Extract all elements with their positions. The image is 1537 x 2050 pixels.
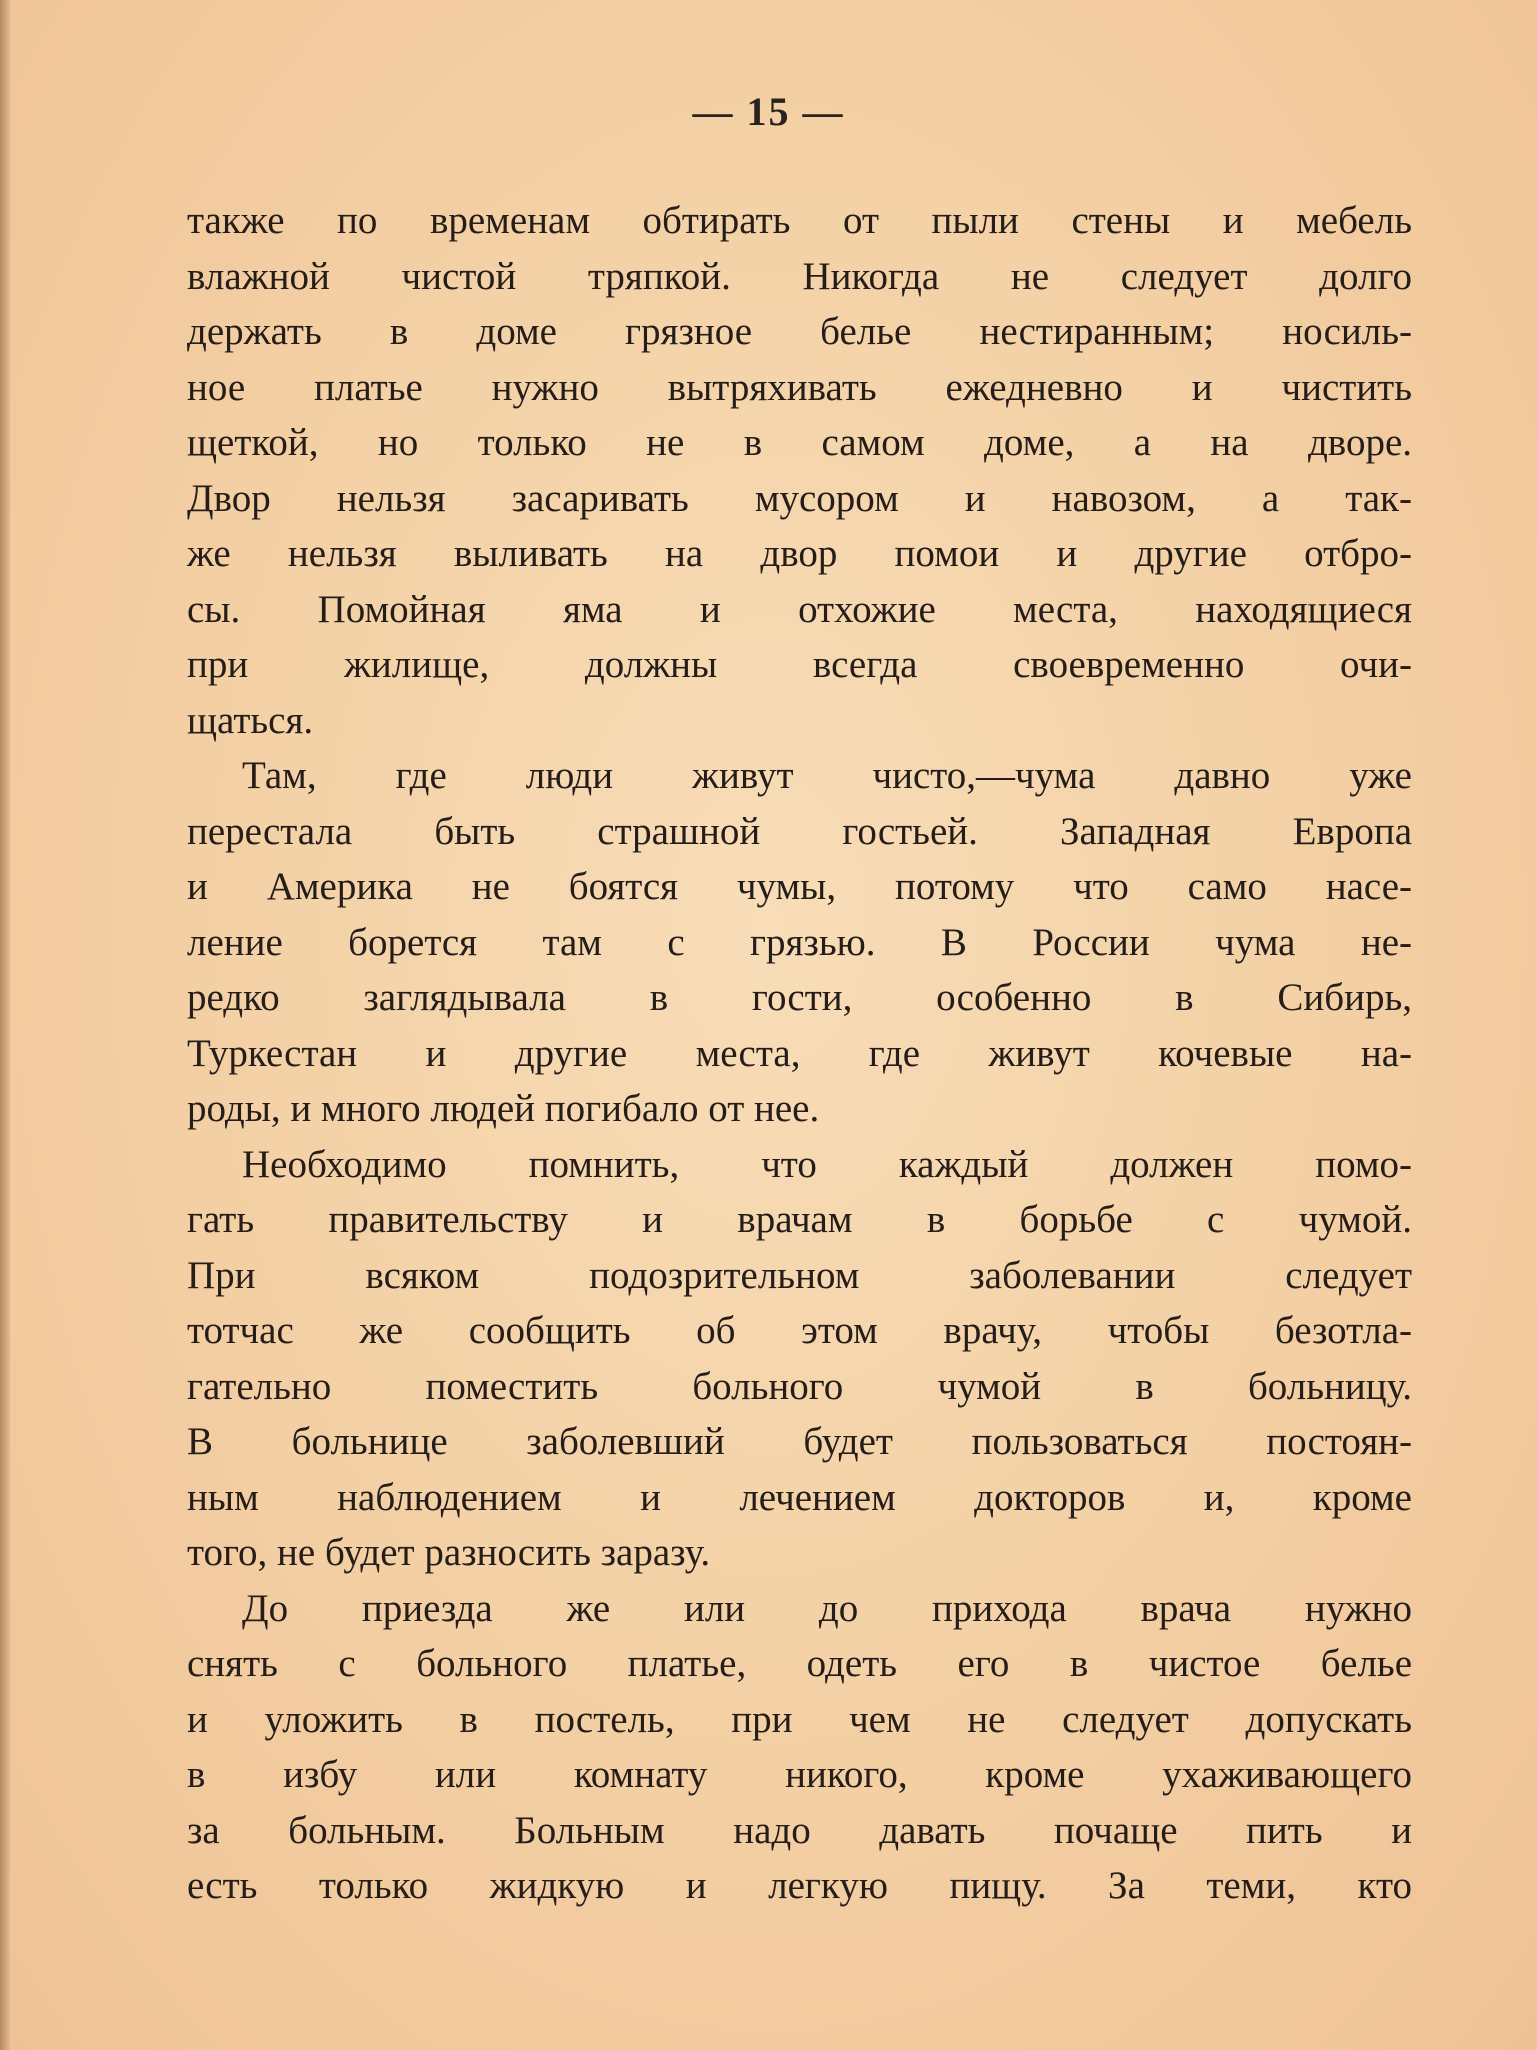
- text-line: гать правительству и врачам в борьбе с чумой.: [187, 1198, 1412, 1241]
- paragraph-4: [187, 1581, 1412, 1914]
- text-line: в избу или комнату никого, кроме ухаживающего: [187, 1753, 1412, 1796]
- text-line: ным наблюдением и лечением докторов и, кроме: [187, 1475, 1412, 1519]
- page-number: — 15 —: [692, 89, 845, 134]
- text-line: же нельзя выливать на двор помои и другие отбро-: [187, 532, 1412, 575]
- text-line: Туркестан и другие места, где живут кочевые на-: [187, 1031, 1412, 1075]
- text-line: сы. Помойная яма и отхожие места, находящиеся: [187, 587, 1412, 631]
- text-line: щеткой, но только не в самом доме, а на дворе.: [187, 421, 1412, 464]
- text-line: снять с больного платье, одеть его в чистое белье: [187, 1642, 1412, 1685]
- paragraph-1: [187, 193, 1412, 748]
- text-line: держать в доме грязное белье нестиранным; носиль-: [187, 310, 1412, 353]
- text-line: Там, где люди живут чисто,—чума давно уже: [242, 754, 1412, 797]
- text-line: В больнице заболевший будет пользоваться постоян-: [187, 1420, 1412, 1463]
- text-line: тотчас же сообщить об этом врачу, чтобы безотла-: [187, 1309, 1412, 1352]
- text-line: Двор нельзя засаривать мусором и навозом, а так-: [187, 476, 1412, 520]
- text-line: До приезда же или до прихода врача нужно: [242, 1586, 1412, 1630]
- text-line: роды, и много людей погибало от нее.: [187, 1087, 820, 1130]
- text-line: при жилище, должны всегда своевременно очи-: [187, 643, 1412, 686]
- text-line: ное платье нужно вытряхивать ежедневно и чистить: [187, 365, 1412, 409]
- text-line: и уложить в постель, при чем не следует допускать: [187, 1697, 1412, 1741]
- text-line: за больным. Больным надо давать почаще пить и: [187, 1808, 1412, 1852]
- text-line: Необходимо помнить, что каждый должен помо-: [242, 1142, 1412, 1186]
- page-binding-edge: [0, 0, 10, 2050]
- text-line: гательно поместить больного чумой в больницу.: [187, 1364, 1412, 1408]
- paragraph-2: [187, 748, 1412, 1137]
- paragraph-3: [187, 1137, 1412, 1581]
- text-line: влажной чистой тряпкой. Никогда не следует долго: [187, 254, 1412, 298]
- text-line: также по временам обтирать от пыли стены и мебель: [187, 199, 1412, 242]
- text-line: При всяком подозрительном заболевании следует: [187, 1253, 1412, 1297]
- text-line: перестала быть страшной гостьей. Западная Европа: [187, 809, 1412, 853]
- text-line: и Америка не боятся чумы, потому что само насе-: [187, 865, 1412, 908]
- text-line: щаться.: [187, 698, 314, 742]
- text-line: есть только жидкую и легкую пищу. За теми, кто: [187, 1864, 1412, 1907]
- text-line: того, не будет разносить заразу.: [187, 1531, 711, 1574]
- text-line: редко заглядывала в гости, особенно в Сибирь,: [187, 976, 1412, 1019]
- body-text: [187, 193, 1412, 1914]
- text-line: ление борется там с грязью. В России чума не-: [187, 920, 1412, 964]
